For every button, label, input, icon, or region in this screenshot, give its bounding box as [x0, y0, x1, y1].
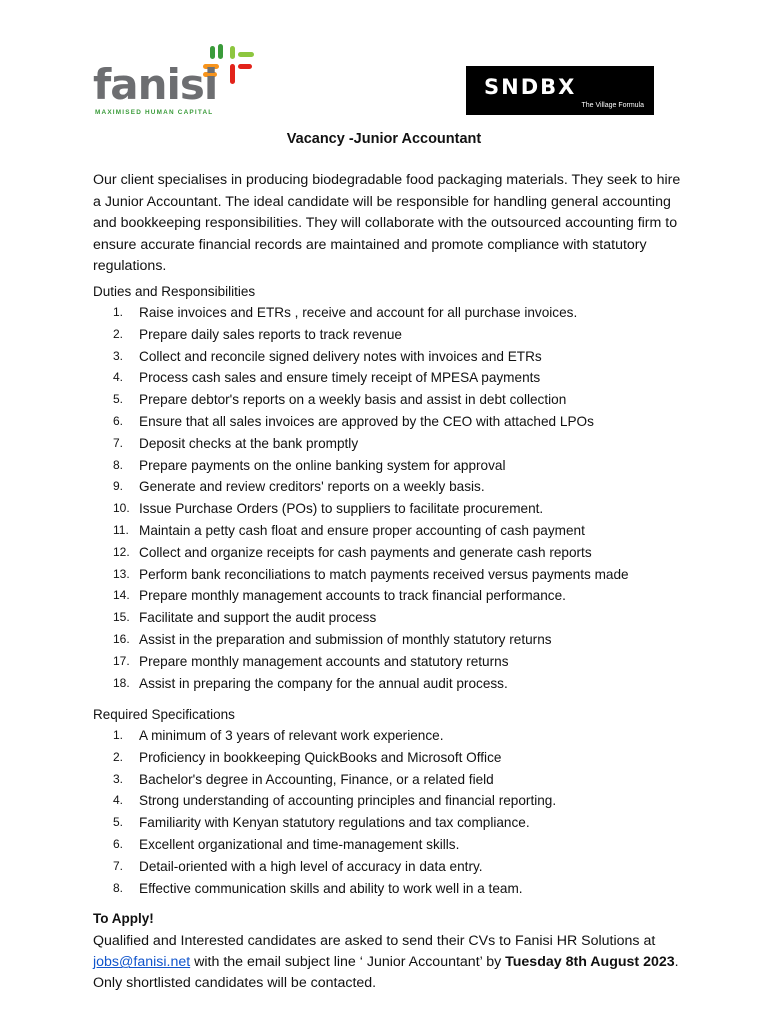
list-item-number: 11. — [113, 522, 129, 537]
list-item — [93, 651, 693, 673]
list-item-text: Prepare daily sales reports to track revenue — [139, 326, 402, 342]
specs-list — [93, 725, 693, 899]
list-item-text: A minimum of 3 years of relevant work experience. — [139, 728, 444, 743]
list-item — [93, 367, 693, 389]
list-item-text: Familiarity with Kenyan statutory regulations and tax compliance. — [139, 815, 530, 831]
list-item-text: Facilitate and support the audit process — [139, 610, 377, 626]
sndbx-tagline: The Village Formula — [581, 102, 644, 109]
list-item — [93, 812, 693, 834]
sndbx-logo — [466, 66, 654, 115]
list-item-number: 2. — [113, 749, 124, 764]
specs-heading: Required Specifications — [93, 707, 235, 722]
list-item-number: 3. — [113, 771, 124, 786]
list-item-text: Assist in preparing the company for the annual audit process. — [139, 675, 508, 691]
list-item-text: Bachelor's degree in Accounting, Finance, or a related field — [139, 771, 494, 787]
list-item — [93, 542, 693, 564]
list-item-text: Prepare monthly management accounts to track financial performance. — [139, 588, 566, 604]
list-item-text: Prepare payments on the online banking system for approval — [139, 457, 506, 473]
list-item-text: Issue Purchase Orders (POs) to suppliers to facilitate procurement. — [139, 501, 544, 517]
list-item-text: Collect and organize receipts for cash payments and generate cash reports — [139, 544, 592, 560]
list-item-number: 14. — [113, 588, 130, 603]
list-item-text: Generate and review creditors' reports on a weekly basis. — [139, 479, 485, 495]
list-item-text: Proficiency in bookkeeping QuickBooks and Microsoft Office — [139, 749, 502, 765]
list-item-number: 7. — [113, 858, 124, 873]
list-item-text: Deposit checks at the bank promptly — [139, 435, 359, 451]
apply-deadline: Tuesday 8th August 2023 — [505, 954, 675, 971]
list-item-number: 2. — [113, 326, 124, 341]
list-item — [93, 476, 693, 498]
list-item-number: 6. — [113, 836, 124, 851]
list-item — [93, 498, 693, 520]
list-item-number: 6. — [113, 413, 124, 428]
list-item-text: Ensure that all sales invoices are approved by the CEO with attached LPOs — [139, 413, 594, 429]
list-item — [93, 324, 693, 346]
list-item — [93, 747, 693, 769]
list-item-text: Maintain a petty cash float and ensure proper accounting of cash payment — [139, 522, 585, 538]
list-item-text: Detail-oriented with a high level of accuracy in data entry. — [139, 858, 483, 874]
list-item-number: 9. — [113, 479, 124, 494]
email-link[interactable]: jobs@fanisi.net — [93, 954, 191, 971]
list-item — [93, 346, 693, 368]
fanisi-logo — [93, 44, 263, 120]
list-item — [93, 790, 693, 812]
list-item-text: Strong understanding of accounting principles and financial reporting. — [139, 793, 557, 809]
list-item-number: 7. — [113, 435, 124, 450]
apply-heading: To Apply! — [93, 911, 154, 926]
apply-mid-text: with the email subject line ‘ Junior Accountant’ by — [190, 954, 506, 971]
list-item-number: 15. — [113, 610, 130, 625]
list-item-number: 4. — [113, 793, 124, 808]
list-item-text: Perform bank reconciliations to match payments received versus payments made — [139, 566, 629, 582]
list-item-number: 16. — [113, 631, 130, 646]
list-item-number: 8. — [113, 880, 124, 895]
fanisi-tagline: MAXIMISED HUMAN CAPITAL — [95, 109, 214, 116]
list-item — [93, 302, 693, 324]
list-item-text: Raise invoices and ETRs , receive and account for all purchase invoices. — [139, 305, 578, 320]
list-item — [93, 878, 693, 900]
list-item-text: Prepare debtor's reports on a weekly basis and assist in debt collection — [139, 392, 567, 408]
list-item — [93, 433, 693, 455]
fanisi-wordmark: fanisi — [93, 60, 218, 109]
apply-line: Qualified and Interested candidates are asked to send their CVs to Fanisi HR Solutions at — [93, 933, 656, 949]
list-item — [93, 520, 693, 542]
list-item-number: 18. — [113, 675, 130, 690]
list-item — [93, 455, 693, 477]
apply-end-text: . Only shortlisted candidates will be contacted. — [93, 954, 679, 992]
duties-list — [93, 302, 693, 694]
list-item-number: 8. — [113, 457, 124, 472]
list-item-text: Effective communication skills and ability to work well in a team. — [139, 880, 523, 896]
list-item — [93, 411, 693, 433]
apply-paragraph — [93, 931, 683, 995]
intro-paragraph: Our client specialises in producing biodegradable food packaging materials. They seek to hire a Junior Accountant. The ideal candidate will be responsible for handling general accounting and bookkeeping responsibilities. They will collaborate with the outsourced accounting firm to ensure accurate financial records are maintained and promote compliance with statutory regulations. — [93, 172, 681, 274]
list-item — [93, 769, 693, 791]
list-item-number: 17. — [113, 653, 130, 668]
list-item — [93, 725, 693, 747]
list-item — [93, 834, 693, 856]
list-item-number: 1. — [113, 728, 124, 742]
list-item-text: Collect and reconcile signed delivery notes with invoices and ETRs — [139, 348, 542, 364]
list-item — [93, 564, 693, 586]
list-item-text: Assist in the preparation and submission of monthly statutory returns — [139, 631, 552, 647]
list-item-text: Excellent organizational and time-management skills. — [139, 836, 460, 852]
list-item-number: 10. — [113, 501, 130, 516]
list-item-text: Prepare monthly management accounts and statutory returns — [139, 653, 509, 669]
list-item-number: 1. — [113, 305, 124, 319]
list-item — [93, 585, 693, 607]
list-item-number: 12. — [113, 544, 130, 559]
list-item — [93, 607, 693, 629]
list-item-number: 4. — [113, 370, 124, 385]
page-title: Vacancy -Junior Accountant — [286, 131, 482, 147]
list-item-number: 13. — [113, 566, 130, 581]
duties-heading: Duties and Responsibilities — [93, 284, 256, 299]
list-item — [93, 389, 693, 411]
list-item — [93, 673, 693, 695]
sndbx-wordmark: SNDBX — [484, 75, 577, 99]
list-item — [93, 856, 693, 878]
list-item-number: 5. — [113, 392, 124, 407]
list-item-number: 5. — [113, 815, 124, 830]
list-item — [93, 629, 693, 651]
list-item-number: 3. — [113, 348, 124, 363]
list-item-text: Process cash sales and ensure timely receipt of MPESA payments — [139, 370, 541, 386]
